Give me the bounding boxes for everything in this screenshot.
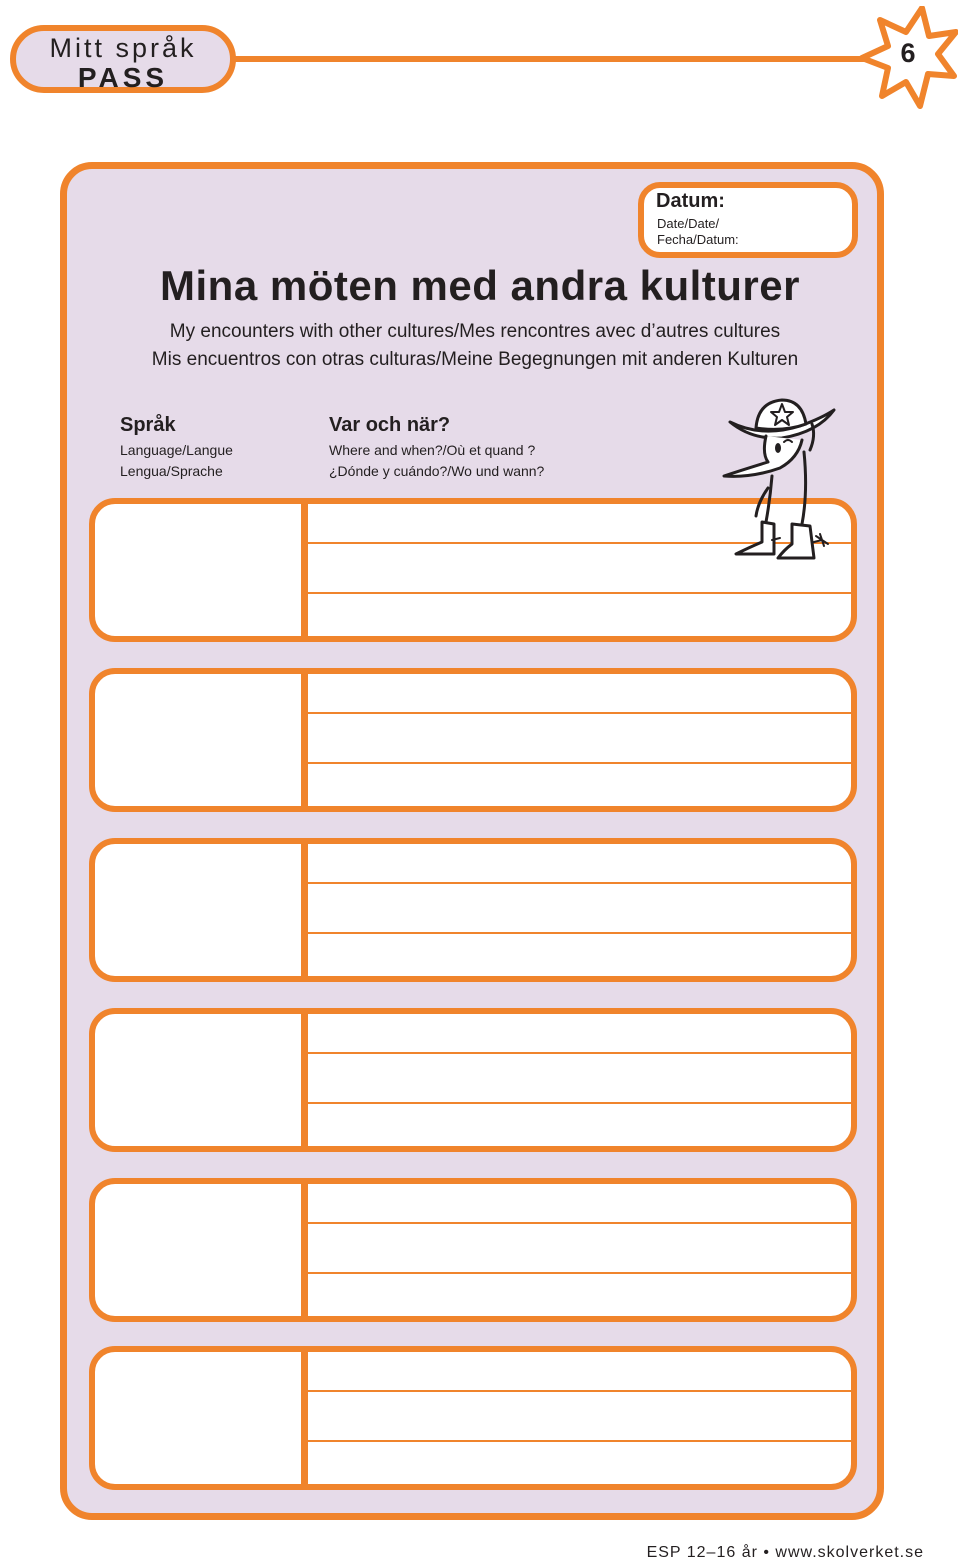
row-divider	[301, 504, 308, 636]
logo-top-text: Mitt språk	[49, 33, 197, 63]
row-divider	[301, 1014, 308, 1146]
entry-row	[89, 668, 857, 812]
page-number: 6	[900, 38, 916, 68]
row-writing-line	[308, 882, 851, 884]
where-when-column-sub-1: Where and when?/Où et quand ?	[329, 442, 536, 458]
row-writing-line	[308, 1272, 851, 1274]
row-divider	[301, 844, 308, 976]
row-writing-line	[308, 1440, 851, 1442]
row-writing-line	[308, 1052, 851, 1054]
entry-row	[89, 1346, 857, 1490]
language-column-sub-2: Lengua/Sprache	[120, 463, 223, 479]
row-writing-line	[308, 592, 851, 594]
row-writing-line	[308, 1222, 851, 1224]
subtitle-line-1: My encounters with other cultures/Mes rencontres avec d’autres cultures	[169, 321, 781, 342]
subtitle-line-2: Mis encuentros con otras culturas/Meine Begegnungen mit anderen Kulturen	[151, 349, 799, 370]
cowboy-mascot-icon	[722, 392, 840, 564]
row-divider	[301, 1184, 308, 1316]
logo-badge	[10, 25, 236, 93]
language-column-sub-1: Language/Langue	[120, 442, 233, 458]
footer-text: ESP 12–16 år • www.skolverket.se	[646, 1544, 924, 1561]
row-writing-line	[308, 712, 851, 714]
date-label: Datum:	[656, 190, 725, 212]
row-writing-line	[308, 1390, 851, 1392]
date-sublabel-1: Date/Date/	[657, 216, 720, 231]
entry-row	[89, 1178, 857, 1322]
header-rule	[230, 56, 880, 62]
row-writing-line	[308, 932, 851, 934]
row-writing-line	[308, 1102, 851, 1104]
entry-row	[89, 838, 857, 982]
where-when-column-sub-2: ¿Dónde y cuándo?/Wo und wann?	[329, 463, 545, 479]
where-when-column-heading: Var och när?	[329, 414, 451, 436]
language-column-heading: Språk	[120, 414, 176, 436]
entry-row	[89, 1008, 857, 1152]
logo-bottom-text: PASS	[77, 62, 169, 93]
row-writing-line	[308, 762, 851, 764]
page-title: Mina möten med andra kulturer	[160, 262, 800, 309]
row-divider	[301, 1352, 308, 1484]
row-divider	[301, 674, 308, 806]
date-sublabel-2: Fecha/Datum:	[657, 232, 739, 247]
